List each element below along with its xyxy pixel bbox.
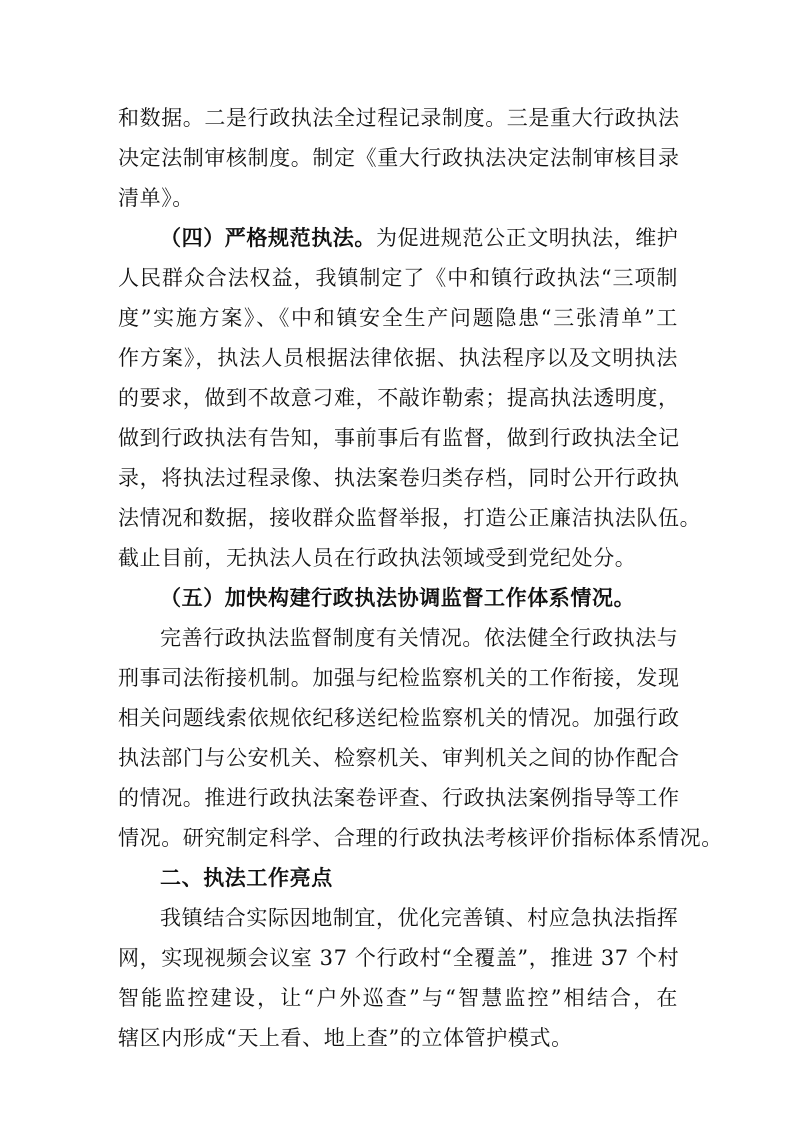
section-heading-4: （四）严格规范执法。 <box>160 225 376 250</box>
paragraph-line: 决定法制审核制度。制定《重大行政执法决定法制审核目录 <box>118 146 680 170</box>
paragraph-line: 的要求，做到不故意刁难，不敲诈勒索；提高执法透明度， <box>118 386 680 410</box>
paragraph-line: 情况。研究制定科学、合理的行政执法考核评价指标体系情况。 <box>118 826 723 850</box>
section-4-first-line <box>160 218 678 258</box>
part-heading-2: 二、执法工作亮点 <box>160 865 333 890</box>
paragraph-line: 作方案》，执法人员根据法律依据、执法程序以及文明执法 <box>118 346 678 370</box>
paragraph-line: 和数据。二是行政执法全过程记录制度。三是重大行政执法 <box>118 106 680 130</box>
paragraph-line: 法情况和数据，接收群众监督举报，打造公正廉洁执法队伍。 <box>118 506 702 530</box>
paragraph-line: 相关问题线索依规依纪移送纪检监察机关的情况。加强行政 <box>118 706 680 730</box>
paragraph-line: 智能监控建设，让“户外巡查”与“智慧监控”相结合，在 <box>118 986 678 1010</box>
paragraph-line: 执法部门与公安机关、检察机关、审判机关之间的协作配合 <box>118 746 680 770</box>
section-heading-5: （五）加快构建行政执法协调监督工作体系情况。 <box>160 585 636 610</box>
paragraph-line: 刑事司法衔接机制。加强与纪检监察机关的工作衔接，发现 <box>118 666 680 690</box>
paragraph-line: 辖区内形成“天上看、地上查”的立体管护模式。 <box>118 1026 573 1050</box>
paragraph-line: 清单》。 <box>118 186 194 210</box>
paragraph-line: 做到行政执法有告知，事前事后有监督，做到行政执法全记 <box>118 426 680 450</box>
paragraph-line: 录，将执法过程录像、执法案卷归类存档，同时公开行政执 <box>118 466 680 490</box>
paragraph-line: 完善行政执法监督制度有关情况。依法健全行政执法与 <box>160 626 679 650</box>
paragraph-line: 人民群众合法权益，我镇制定了《中和镇行政执法“三项制 <box>118 266 678 290</box>
paragraph-line: 网，实现视频会议室 37 个行政村“全覆盖”，推进 37 个村 <box>118 946 680 970</box>
paragraph-line: 我镇结合实际因地制宜，优化完善镇、村应急执法指挥 <box>160 906 679 930</box>
paragraph-text: 为促进规范公正文明执法，维护 <box>376 226 679 250</box>
paragraph-line: 截止目前，无执法人员在行政执法领域受到党纪处分。 <box>118 546 637 570</box>
paragraph-line: 度”实施方案》、《中和镇安全生产问题隐患“三张清单”工 <box>118 306 678 330</box>
paragraph-line: 的情况。推进行政执法案卷评查、行政执法案例指导等工作 <box>118 786 680 810</box>
